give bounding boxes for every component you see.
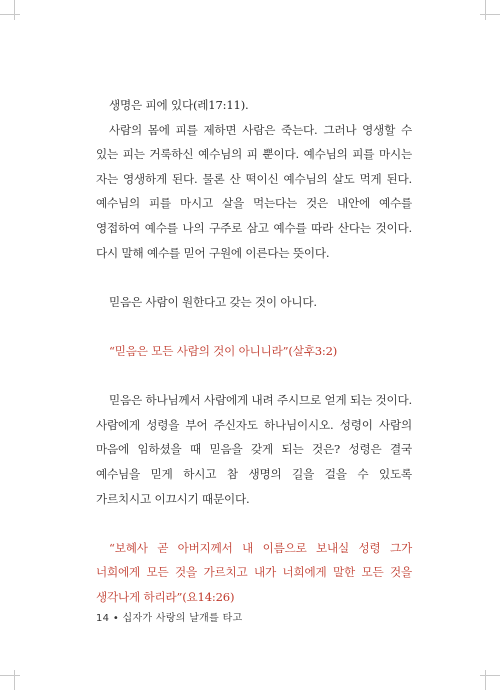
footer-separator: •: [112, 613, 120, 624]
running-title: 십자가 사랑의 날개를 타고: [122, 613, 243, 624]
crop-mark: [485, 670, 486, 690]
page-body: [96, 93, 412, 609]
crop-mark: [480, 675, 500, 676]
paragraph-spacer: [96, 511, 412, 536]
scripture-quote-2thess: “믿음은 모든 사람의 것이 아니니라”(살후3:2): [109, 343, 338, 358]
scripture-quote-john: “보혜사 곧 아버지께서 내 이름으로 보내실 성령 그가 너희에게 모든 것을 가르치고 내가 너희에게 말한 모든 것을 생각나게 하리라”(요14:26): [96, 540, 412, 604]
paragraph-blood-of-jesus: 사람의 몸에 피를 제하면 사람은 죽는다. 그러나 영생할 수 있는 피는 거룩하신 예수님의 피 뿐이다. 예수님의 피를 마시는 자는 영생하게 된다. 물론 산 떡이신 예수님의 살도 먹게 된다. 예수님의 피를 마시고 살을 먹는다는 것은 내안에 예수를 영접하여 예수를 나의 구주로 삼고 예수를 따라 산다는 것이다. 다시 말해 예수를 믿어 구원에 이른다는 뜻이다.: [96, 122, 412, 260]
paragraph-verse-reference: 생명은 피에 있다(레17:11).: [109, 98, 249, 112]
paragraph-spacer: [96, 364, 412, 389]
crop-mark: [14, 0, 15, 20]
page-footer: [96, 609, 243, 624]
crop-mark: [0, 14, 20, 15]
paragraph-faith-statement: 믿음은 사람이 원한다고 갖는 것이 아니다.: [109, 294, 317, 309]
paragraph-spacer: [96, 314, 412, 339]
crop-mark: [0, 675, 20, 676]
crop-mark: [14, 670, 15, 690]
paragraph-faith-gift: 믿음은 하나님께서 사람에게 내려 주시므로 얻게 되는 것이다. 사람에게 성령을 부어 주신자도 하나님이시오. 성령이 사람의 마음에 임하셨을 때 믿음을 갖게 되는 것은? 성령은 결국 예수님을 믿게 하시고 참 생명의 길을 걸을 수 있도록 가르치시고 이끄시기 때문이다.: [96, 393, 412, 506]
crop-mark: [480, 14, 500, 15]
page-number: 14: [96, 613, 110, 624]
crop-mark: [485, 0, 486, 20]
paragraph-spacer: [96, 265, 412, 290]
